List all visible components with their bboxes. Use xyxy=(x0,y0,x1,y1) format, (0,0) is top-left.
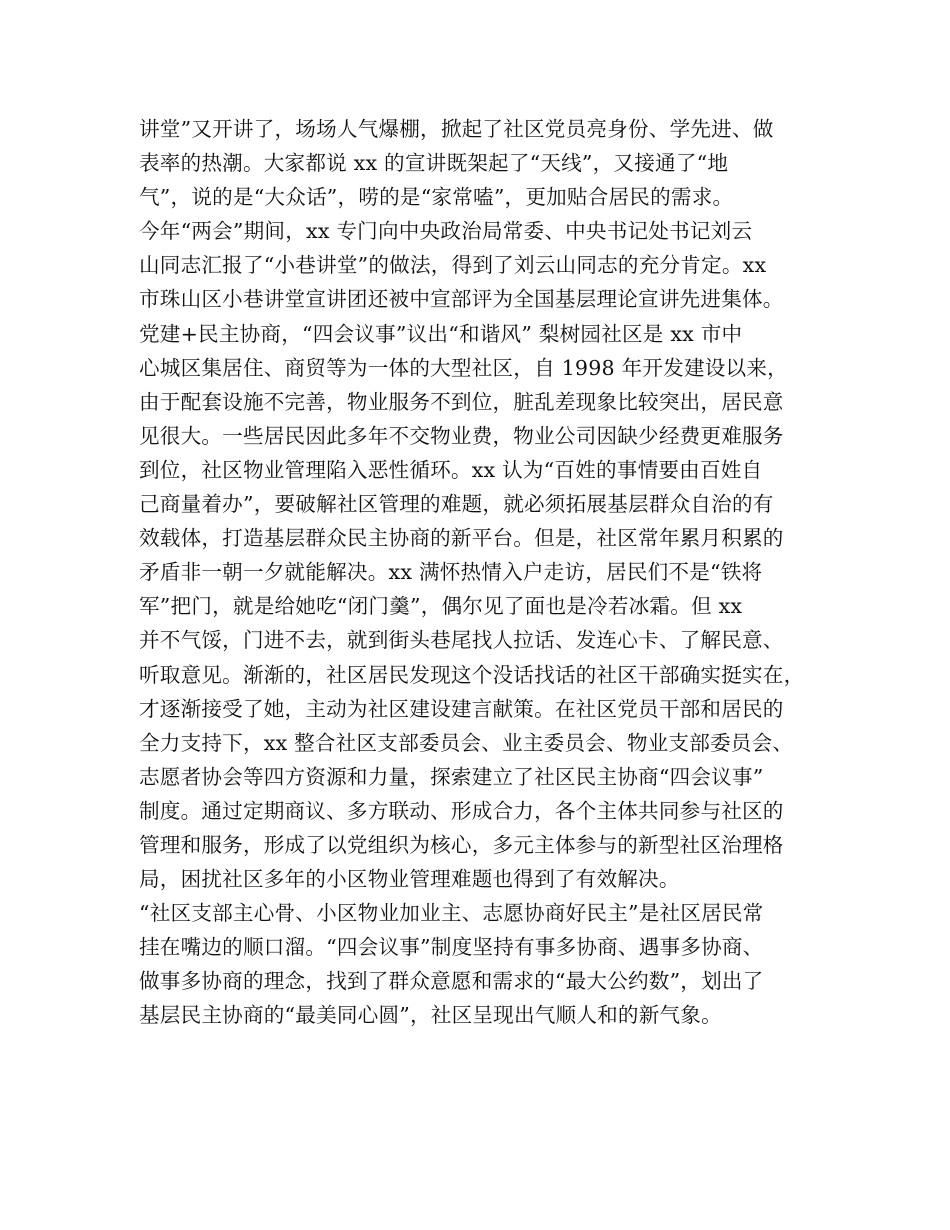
text-line: 局，困扰社区多年的小区物业管理难题也得到了有效解决。 xyxy=(139,867,680,892)
text-line: 见很大。一些居民因此多年不交物业费，物业公司因缺少经费更难服务 xyxy=(139,423,784,448)
text-line: 管理和服务，形成了以党组织为核心，多元主体参与的新型社区治理格 xyxy=(139,832,784,857)
text-line: 全力支持下，xx 整合社区支部委员会、业主委员会、物业支部委员会、 xyxy=(139,730,794,755)
text-line: 才逐渐接受了她，主动为社区建设建言献策。在社区党员干部和居民的 xyxy=(139,696,784,721)
text-line: 志愿者协会等四方资源和力量，探索建立了社区民主协商“四会议事” xyxy=(139,764,764,789)
text-line: 今年“两会”期间，xx 专门向中央政治局常委、中央书记处书记刘云 xyxy=(139,219,753,244)
text-line: 到位，社区物业管理陷入恶性循环。xx 认为“百姓的事情要由百姓自 xyxy=(139,457,763,482)
text-line: 做事多协商的理念，找到了群众意愿和需求的“最大公约数”，划出了 xyxy=(139,969,764,994)
text-line: 制度。通过定期商议、多方联动、形成合力，各个主体共同参与社区的 xyxy=(139,798,784,823)
text-line: 矛盾非一朝一夕就能解决。xx 满怀热情入户走访，居民们不是“铁将 xyxy=(139,560,763,585)
text-line: 党建+民主协商，“四会议事”议出“和谐风” 梨树园社区是 xx 市中 xyxy=(139,321,743,346)
body-text xyxy=(139,112,839,1033)
text-line: 军”把门，就是给她吃“闭门羹”，偶尔见了面也是冷若冰霜。但 xx xyxy=(139,594,743,619)
text-line: “社区支部主心骨、小区物业加业主、志愿协商好民主”是社区居民常 xyxy=(139,901,764,926)
text-line: 效载体，打造基层群众民主协商的新平台。但是，社区常年累月积累的 xyxy=(139,526,784,551)
text-line: 表率的热潮。大家都说 xx 的宣讲既架起了“天线”，又接通了“地 xyxy=(139,151,729,176)
text-line: 山同志汇报了“小巷讲堂”的做法，得到了刘云山同志的充分肯定。xx xyxy=(139,253,767,278)
text-line: 挂在嘴边的顺口溜。“四会议事”制度坚持有事多协商、遇事多协商、 xyxy=(139,935,764,960)
text-line: 市珠山区小巷讲堂宣讲团还被中宣部评为全国基层理论宣讲先进集体。 xyxy=(139,287,784,312)
text-line: 己商量着办”，要破解社区管理的难题，就必须拓展基层群众自治的有 xyxy=(139,492,774,517)
text-line: 讲堂”又开讲了，场场人气爆棚，掀起了社区党员亮身份、学先进、做 xyxy=(139,117,774,141)
text-line: 由于配套设施不完善，物业服务不到位，脏乱差现象比较突出，居民意 xyxy=(139,389,784,414)
text-line: 并不气馁，门进不去，就到街头巷尾找人拉话、发连心卡、了解民意、 xyxy=(139,628,784,653)
text-line: 心城区集居住、商贸等为一体的大型社区，自 1998 年开发建设以来， xyxy=(139,355,788,380)
text-line: 基层民主协商的“最美同心圆”，社区呈现出气顺人和的新气象。 xyxy=(139,1003,722,1028)
text-line: 气”，说的是“大众话”，唠的是“家常嗑”，更加贴合居民的需求。 xyxy=(139,185,734,210)
text-line: 听取意见。渐渐的，社区居民发现这个没话找话的社区干部确实挺实在， xyxy=(139,662,805,687)
